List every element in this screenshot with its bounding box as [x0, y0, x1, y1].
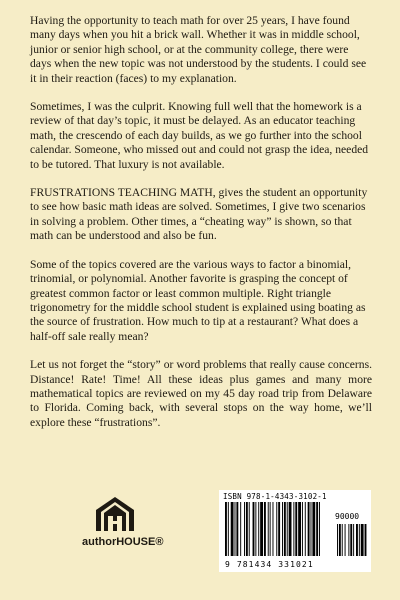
publisher-logo-block	[64, 496, 204, 556]
paragraph-road-trip: Let us not forget the “story” or word problems that really cause concerns. Distance! Rate! Time! All these ideas plus games and many more mathematical topics are reviewed on my 45 day road trip from Delaware to Florida. Coming back, with several stops on the way home, we’ll explore these “frustrations”.	[30, 358, 372, 429]
barcode-bars	[223, 502, 367, 560]
isbn-label: ISBN 978-1-4343-3102-1	[223, 492, 327, 501]
paragraph-book-description: FRUSTRATIONS TEACHING MATH, gives the student an opportunity to see how basic math ideas are solved. Sometimes, I give two scenarios in solving a problem. Other times, a “cheating way” is shown, so that math can be understood and also be fun.	[30, 186, 368, 243]
authorhouse-logo-icon	[94, 496, 136, 532]
paragraph-intro: Having the opportunity to teach math for over 25 years, I have found many days when you hit a brick wall. Whether it was in middle school, junior or senior high school, or at the community college, there were days when the new topic was not understood by the students. I could see it in their reaction (faces) to my explanation.	[30, 14, 367, 85]
publisher-name: authorHOUSE®	[82, 536, 164, 548]
paragraph-culprit: Sometimes, I was the culprit. Knowing full well that the homework is a review of that day’s topic, it must be delayed. As an educator teaching math, the crescendo of each day builds, as we go further into the school calendar. Someone, who missed out and could not grasp the idea, needed to be tutored. That luxury is not available.	[30, 100, 369, 171]
paragraph-topics: Some of the topics covered are the various ways to factor a binomial, trinomial, or polynomial. Another favorite is grasping the concept of greatest common factor or least common multiple. Right triangle trigonometry for the middle school student is explained using boating as the source of frustration. How much to tip at a restaurant? What does a half-off sale really mean?	[30, 257, 366, 343]
back-cover-text	[30, 14, 372, 444]
price-code: 90000	[335, 512, 360, 521]
isbn-barcode	[219, 490, 371, 572]
ean-digits: 9 781434 331021	[225, 560, 314, 569]
